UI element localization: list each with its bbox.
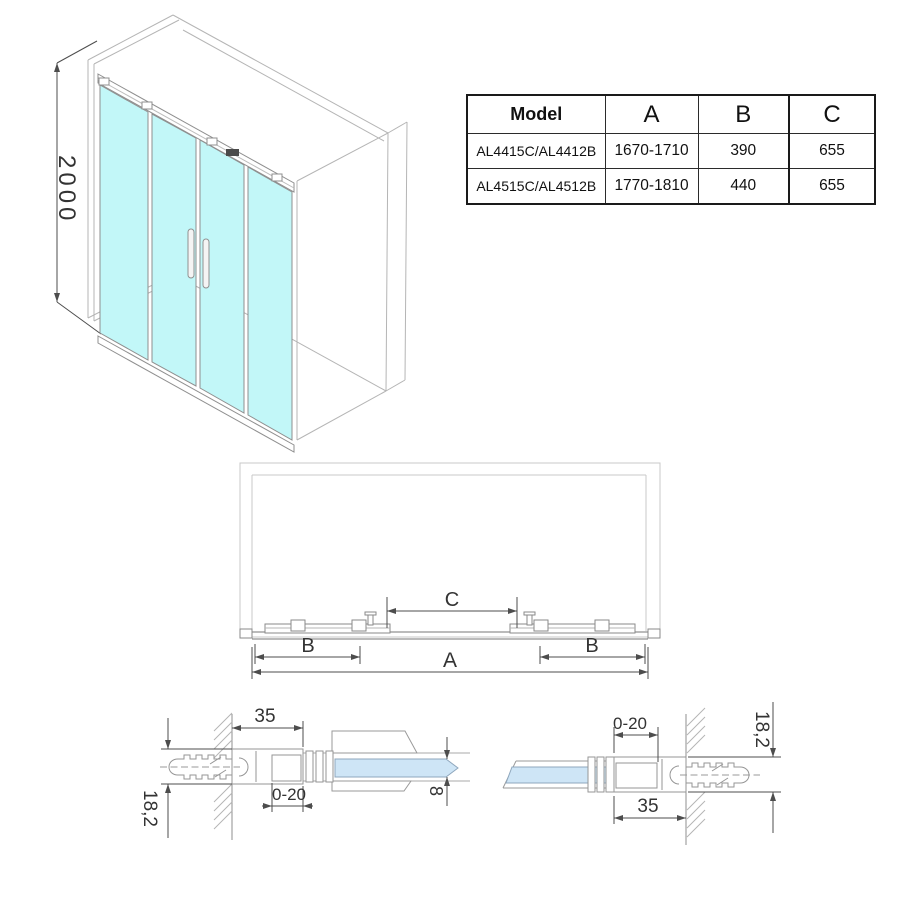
seal-strip <box>588 757 595 792</box>
plan-view <box>228 455 680 683</box>
dim-18-2-label: 18,2 <box>751 711 772 748</box>
handle-left <box>188 229 194 278</box>
dim-b-left-label: B <box>301 635 315 657</box>
dimension-35 <box>614 796 686 824</box>
model-cell: AL4415C/AL4412B <box>467 134 605 169</box>
wall-anchor-plug <box>680 763 760 787</box>
dim-a-cell: 1670-1710 <box>605 134 698 169</box>
roller-clamp <box>595 620 609 631</box>
dimension-35 <box>232 706 303 747</box>
seal-strip <box>326 751 333 782</box>
col-header-b: B <box>698 95 789 134</box>
seal-strip <box>306 751 313 782</box>
adjustment-insert <box>272 755 301 781</box>
dim-35-label: 35 <box>637 796 659 817</box>
dim-arrow-down <box>54 293 60 302</box>
dim-35-label: 35 <box>254 706 276 727</box>
table-row <box>467 134 875 169</box>
glass-pane-section <box>335 759 458 777</box>
seal-strip <box>316 751 323 782</box>
wall-profile-detail-left <box>128 688 473 853</box>
glass-panels <box>100 85 292 440</box>
handle-right <box>203 239 209 288</box>
isometric-view <box>28 5 448 465</box>
roller-clamp <box>291 620 305 631</box>
model-cell: AL4515C/AL4512B <box>467 169 605 205</box>
dim-c-cell: 655 <box>789 169 875 205</box>
roller-clamp <box>352 620 366 631</box>
adjust-pin <box>527 614 532 625</box>
seal-strip <box>597 757 604 792</box>
dim-c-cell: 655 <box>789 134 875 169</box>
adjustment-insert <box>616 763 657 788</box>
wall-anchor-plug <box>160 755 240 779</box>
wall-profile <box>232 749 333 784</box>
dim-a-cell: 1770-1810 <box>605 169 698 205</box>
spec-table-header-row <box>467 95 875 134</box>
adjust-pin <box>368 614 373 625</box>
col-header-c: C <box>789 95 875 134</box>
roller-clamp <box>534 620 548 631</box>
seal-strip <box>606 757 614 792</box>
dim-c-label: C <box>444 589 460 611</box>
glass-panel-fixed-right <box>248 167 292 440</box>
glass-panel-fixed-left <box>100 85 148 360</box>
dim-8-label: 8 <box>426 786 446 797</box>
dimension-0-20 <box>262 783 313 812</box>
dim-0-20-label: 0-20 <box>271 785 307 804</box>
track-center-bracket <box>226 149 239 156</box>
dim-b-cell: 440 <box>698 169 789 205</box>
dim-a-label: A <box>442 649 458 672</box>
dimension-0-20 <box>613 714 658 762</box>
dim-b-cell: 390 <box>698 134 789 169</box>
table-row <box>467 169 875 205</box>
iso-height-label: 2000 <box>53 155 80 225</box>
dim-18-2-label: 18,2 <box>139 790 160 827</box>
wall-profile-detail-right <box>480 688 810 848</box>
col-header-a: A <box>605 95 698 134</box>
dim-0-20-label: 0-20 <box>612 714 648 733</box>
dim-arrow-up <box>54 63 60 72</box>
wall-profile <box>588 757 686 792</box>
col-header-model: Model <box>467 95 605 134</box>
dim-b-right-label: B <box>585 635 599 657</box>
spec-table <box>466 94 876 205</box>
